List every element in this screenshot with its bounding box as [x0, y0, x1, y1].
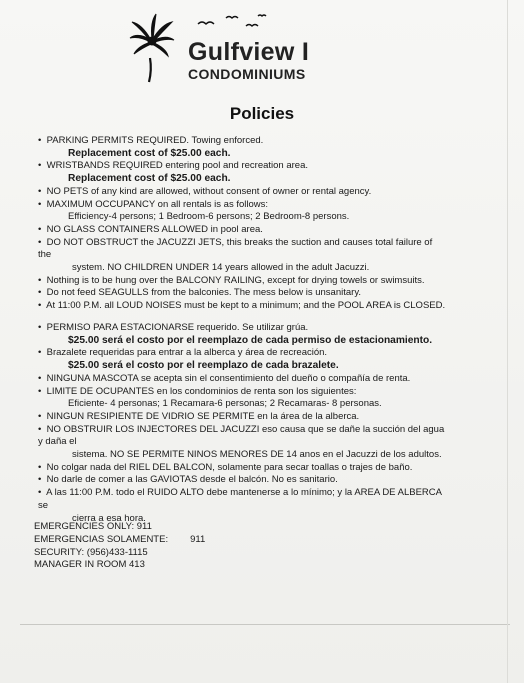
policy-item: • DO NOT OBSTRUCT the JACUZZI JETS, this breaks the suction and causes total failure of the system. NO CHILDREN UNDER 14 years allowed in the adult Jacuzzi. — [38, 236, 433, 274]
contacts — [34, 521, 205, 572]
emergencias-line: EMERGENCIAS SOLAMENTE: 911 — [34, 533, 206, 545]
policy-item: • No colgar nada del RIEL DEL BALCON, solamente para secar toallas o trajes de baño. — [38, 461, 413, 473]
policy-item: • NO PETS of any kind are allowed, without consent of owner or rental agency. — [38, 185, 372, 197]
policy-item: • PARKING PERMITS REQUIRED. Towing enforced. Replacement cost of $25.00 each. — [38, 135, 264, 159]
policy-item: • Nothing is to be hung over the BALCONY RAILING, except for drying towels or swimsuits. — [38, 274, 425, 286]
policy-item: • PERMISO PARA ESTACIONARSE requerido. Se utilizar grúa. $25.00 será el costo por el reemplazo de cada permiso de estacionamiento. — [38, 322, 433, 346]
policy-item: • NO GLASS CONTAINERS ALLOWED in pool area. — [38, 223, 263, 235]
brand-name: Gulfview I — [188, 38, 310, 66]
policy-item: • No darle de comer a las GAVIOTAS desde el balcón. No es sanitario. — [38, 474, 338, 486]
page-edge — [20, 624, 510, 625]
policy-item: • LIMITE DE OCUPANTES en los condominios de renta son los siguientes: Eficiente- 4 personas; 1 Recamara-6 personas; 2 Recamaras- 8 personas. — [38, 385, 382, 410]
policy-item: • NINGUN RESIPIENTE DE VIDRIO SE PERMITE en la área de la alberca. — [38, 410, 360, 422]
logo — [128, 10, 328, 85]
page-title: Policies — [229, 104, 295, 123]
manager-line: MANAGER IN ROOM 413 — [34, 559, 145, 571]
policy-item: • A las 11:00 P.M. todo el RUIDO ALTO debe mantenerse a lo mínimo; y la AREA DE ALBERCA se cierra a esa hora. — [38, 487, 442, 524]
policy-item: • Brazalete requeridas para entrar a la alberca y área de recreación. $25.00 será el costo por el reemplazo de cada brazalete. — [38, 347, 339, 372]
security-line: SECURITY: (956)433-1115 — [34, 546, 148, 558]
policy-item: • NO OBSTRUIR LOS INJECTORES DEL JACUZZI eso causa que se dañe la succión del agua y daña el sistema. NO SE PERMITE NINOS MENORES DE 14 anos en el Jacuzzi de los adultos. — [38, 423, 445, 461]
policy-item: • Do not feed SEAGULLS from the balconies. The mess below is unsanitary. — [38, 287, 362, 299]
policy-item: • At 11:00 P.M. all LOUD NOISES must be kept to a minimum; and the POOL AREA is CLOSED. — [38, 300, 446, 312]
page-edge — [507, 0, 508, 683]
brand-subtitle: CONDOMINIUMS — [188, 66, 306, 82]
policy-item: • WRISTBANDS REQUIRED entering pool and recreation area. Replacement cost of $25.00 each. — [38, 160, 308, 185]
policy-item: • NINGUNA MASCOTA se acepta sin el consentimiento del dueño o compañía de renta. — [38, 372, 411, 384]
policy-item: • MAXIMUM OCCUPANCY on all rentals is as follows: Efficiency-4 persons; 1 Bedroom-6 persons; 2 Bedroom-8 persons. — [38, 198, 350, 223]
emergencies-line: EMERGENCIES ONLY: 911 — [34, 521, 152, 532]
spanish-policies — [38, 322, 448, 525]
birds-icon — [128, 10, 328, 40]
english-policies — [38, 135, 448, 313]
